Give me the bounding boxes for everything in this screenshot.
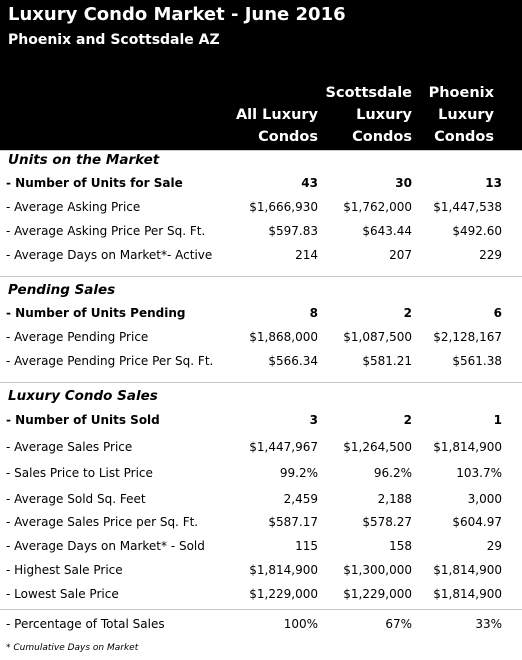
value-all-luxury: 43 <box>301 176 318 190</box>
value-scottsdale: 2 <box>403 306 412 320</box>
value-phoenix: $1,814,900 <box>433 440 502 454</box>
table-row <box>0 172 522 196</box>
column-header-all-luxury: All Luxury Condos <box>235 107 318 145</box>
value-phoenix: $561.38 <box>452 354 502 368</box>
value-scottsdale: $643.44 <box>362 224 412 238</box>
value-scottsdale: 96.2% <box>373 466 412 480</box>
table-row <box>0 350 522 374</box>
row-label: - Sales Price to List Price <box>6 466 153 480</box>
value-phoenix: 29 <box>486 539 502 553</box>
row-label: - Average Sold Sq. Feet <box>6 492 146 506</box>
value-scottsdale: $578.27 <box>362 515 412 529</box>
value-all-luxury: $1,447,967 <box>249 440 318 454</box>
table-row <box>0 583 522 607</box>
value-phoenix: 6 <box>493 306 502 320</box>
section-title-pending-sales: Pending Sales <box>8 282 116 298</box>
value-phoenix: 1 <box>493 413 502 427</box>
table-row <box>0 326 522 350</box>
value-phoenix: $604.97 <box>452 515 502 529</box>
row-label: - Average Sales Price <box>6 440 133 454</box>
value-phoenix: 33% <box>475 617 502 631</box>
table-row <box>0 196 522 220</box>
row-label: - Highest Sale Price <box>6 563 123 577</box>
value-all-luxury: 100% <box>283 617 318 631</box>
row-label: - Average Days on Market*- Active <box>6 248 213 262</box>
value-all-luxury: 3 <box>309 413 318 427</box>
value-phoenix: $1,447,538 <box>433 200 502 214</box>
value-scottsdale: 2,188 <box>377 492 412 506</box>
table-row <box>0 613 522 637</box>
section-title-units-on-market: Units on the Market <box>8 152 160 168</box>
value-scottsdale: 2 <box>403 413 412 427</box>
value-all-luxury: 2,459 <box>283 492 318 506</box>
section-divider <box>0 150 522 151</box>
row-label: - Percentage of Total Sales <box>6 617 165 631</box>
value-scottsdale: 67% <box>385 617 412 631</box>
value-scottsdale: $1,762,000 <box>343 200 412 214</box>
value-scottsdale: $581.21 <box>362 354 412 368</box>
table-row <box>0 220 522 244</box>
value-scottsdale: $1,264,500 <box>343 440 412 454</box>
section-title-luxury-condo-sales: Luxury Condo Sales <box>8 388 158 404</box>
row-label: - Average Pending Price Per Sq. Ft. <box>6 354 214 368</box>
value-all-luxury: 8 <box>309 306 318 320</box>
row-label: - Average Sales Price per Sq. Ft. <box>6 515 199 529</box>
value-all-luxury: 214 <box>295 248 318 262</box>
column-header-phoenix: Phoenix Luxury Condos <box>428 85 494 145</box>
section-divider <box>0 276 522 277</box>
row-label: - Average Pending Price <box>6 330 149 344</box>
value-phoenix: $2,128,167 <box>433 330 502 344</box>
footnote: * Cumulative Days on Market <box>6 643 139 653</box>
section-divider <box>0 609 522 610</box>
value-phoenix: $1,814,900 <box>433 563 502 577</box>
value-phoenix: 3,000 <box>467 492 502 506</box>
value-phoenix: $492.60 <box>452 224 502 238</box>
value-scottsdale: $1,087,500 <box>343 330 412 344</box>
table-row <box>0 535 522 559</box>
row-label: - Lowest Sale Price <box>6 587 119 601</box>
value-all-luxury: 99.2% <box>279 466 318 480</box>
value-phoenix: $1,814,900 <box>433 587 502 601</box>
column-header-scottsdale: Scottsdale Luxury Condos <box>325 85 412 145</box>
value-all-luxury: $1,229,000 <box>249 587 318 601</box>
row-label: - Average Asking Price Per Sq. Ft. <box>6 224 206 238</box>
value-scottsdale: $1,300,000 <box>343 563 412 577</box>
row-label: - Number of Units Pending <box>6 306 186 320</box>
row-label: - Number of Units for Sale <box>6 176 183 190</box>
value-all-luxury: $597.83 <box>268 224 318 238</box>
row-label: - Number of Units Sold <box>6 413 160 427</box>
table-row <box>0 302 522 326</box>
report-subtitle: Phoenix and Scottsdale AZ <box>8 32 220 48</box>
table-row <box>0 559 522 583</box>
value-phoenix: 13 <box>485 176 502 190</box>
row-label: - Average Asking Price <box>6 200 141 214</box>
value-all-luxury: $1,868,000 <box>249 330 318 344</box>
table-row <box>0 436 522 460</box>
table-row <box>0 488 522 512</box>
section-divider <box>0 382 522 383</box>
table-row <box>0 511 522 535</box>
report-header <box>0 0 522 150</box>
value-all-luxury: $1,814,900 <box>249 563 318 577</box>
value-scottsdale: 30 <box>395 176 412 190</box>
value-all-luxury: 115 <box>295 539 318 553</box>
value-all-luxury: $587.17 <box>268 515 318 529</box>
row-label: - Average Days on Market* - Sold <box>6 539 205 553</box>
value-scottsdale: 207 <box>389 248 412 262</box>
value-scottsdale: $1,229,000 <box>343 587 412 601</box>
value-all-luxury: $1,666,930 <box>249 200 318 214</box>
value-scottsdale: 158 <box>389 539 412 553</box>
report-title: Luxury Condo Market - June 2016 <box>8 4 346 25</box>
value-all-luxury: $566.34 <box>268 354 318 368</box>
table-row <box>0 409 522 433</box>
value-phoenix: 103.7% <box>456 466 502 480</box>
table-row <box>0 244 522 268</box>
value-phoenix: 229 <box>479 248 502 262</box>
table-row <box>0 462 522 486</box>
